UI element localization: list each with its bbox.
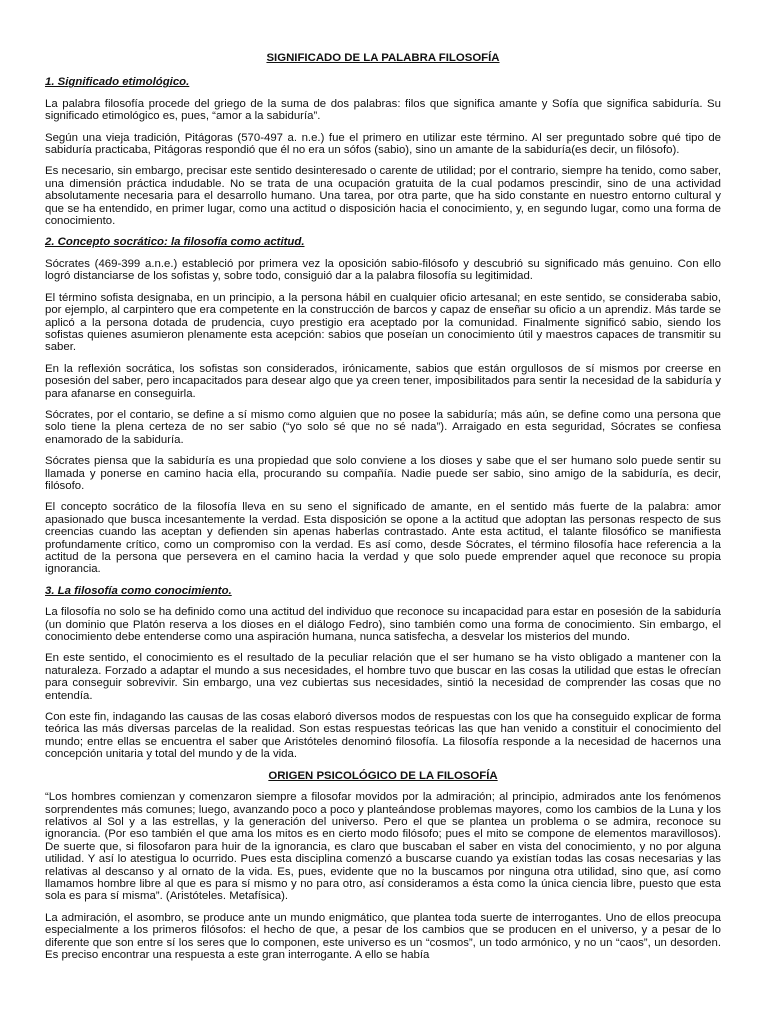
paragraph: El concepto socrático de la filosofía lleva en su seno el significado de amante, en el sentido más fuerte de la palabra: amor apasionado que busca incesantemente la verdad. Esta disposición se opone a la actitud que adoptan las personas respecto de sus creencias cuando las aceptan y defienden sin apenas haberlas contrastado. Ante esta actitud, el talante filosófico se manifiesta profundamente crítico, como un compromiso con la verdad. Es así como, desde Sócrates, el término filosofía hace referencia a la actitud de la persona que persevera en el camino hacia la verdad y que solo puede emprender aquel que reconoce su propia ignorancia. xyxy=(45,501,721,576)
paragraph: Sócrates piensa que la sabiduría es una propiedad que solo conviene a los dioses y sabe que el ser humano solo puede sentir su llamada y ponerse en camino hacia ella, procurando su compañía. Nadie puede ser sabio, sino amigo de la sabiduría, es decir, filósofo. xyxy=(45,455,721,492)
document-page xyxy=(45,52,721,961)
paragraph-cut-off: La admiración, el asombro, se produce ante un mundo enigmático, que plantea toda suerte de interrogantes. Uno de ellos preocupa especialmente a los primeros filósofos: el hecho de que, a pesar de los cambios que se producen en el universo, y a pesar de lo diferente que son entre sí los seres que lo componen, este universo es un “cosmos”, un todo armónico, y no un “caos”, un desorden. Es preciso encontrar una respuesta a este gran interrogante. A ello se había xyxy=(45,911,721,961)
section-heading-2: 2. Concepto socrático: la filosofía como actitud. xyxy=(45,236,305,249)
paragraph: Es necesario, sin embargo, precisar este sentido desinteresado o carente de utilidad; por el contrario, siempre ha tenido, como saber, una dimensión práctica indudable. No se trata de una ocupación gratuita de la cual podamos prescindir, sino de una actividad absolutamente necesaria para el desarrollo humano. Una tarea, por otra parte, que ha sido constante en nuestro entorno cultural y que se ha entendido, en primer lugar, como una actitud o disposición hacia el conocimiento, y, en segundo lugar, como una forma de conocimiento. xyxy=(45,165,721,228)
paragraph: La palabra filosofía procede del griego de la suma de dos palabras: filos que significa amante y Sofía que significa sabiduría. Su significado etimológico es, pues, “amor a la sabiduría”. xyxy=(45,97,721,123)
aristotle-quote: “Los hombres comienzan y comenzaron siempre a filosofar movidos por la admiración; al principio, admirados ante los fenómenos sorprendentes más comunes; luego, avanzando poco a poco y planteándose problemas mayores, como los cambios de la Luna y los relativos al Sol y a las estrellas, y la generación del universo. Pero el que se plantea un problema o se admira, reconoce su ignorancia. (Por eso también el que ama los mitos es en cierto modo filósofo; pues el mito se compone de elementos maravillosos). De suerte que, si filosofaron para huir de la ignorancia, es claro que buscaban el saber en vista del conocimiento, y no por alguna utilidad. Y así lo atestigua lo ocurrido. Pues esta disciplina comenzó a buscarse cuando ya existían todas las cosas necesarias y las relativas al descanso y al ornato de la vida. Es, pues, evidente que no la buscamos por ninguna otra utilidad, sino que, así como llamamos hombre libre al que es para sí mismo y no para otro, así consideramos a ésta como la única ciencia libre, puesto que esta sola es para sí misma”. (Aristóteles. Metafísica). xyxy=(45,791,721,903)
paragraph: En este sentido, el conocimiento es el resultado de la peculiar relación que el ser humano se ha visto obligado a mantener con la naturaleza. Forzado a adaptar el mundo a sus necesidades, el hombre tuvo que buscar en las cosas la utilidad que estas le ofrecían para conseguir sobrevivir. Sin embargo, una vez cubiertas sus necesidades, sintió la necesidad de comprender las cosas que no entendía. xyxy=(45,652,721,702)
paragraph: La filosofía no solo se ha definido como una actitud del individuo que reconoce su incapacidad para estar en posesión de la sabiduría (un dominio que Platón reserva a los dioses en el diálogo Fedro), sino también como una forma de conocimiento. Sin embargo, el conocimiento debe entenderse como una aspiración humana, nunca satisfecha, a desvelar los misterios del mundo. xyxy=(45,606,721,644)
paragraph: Con este fin, indagando las causas de las cosas elaboró diversos modos de respuestas con los que ha conseguido explicar de forma teórica las más diversas parcelas de la realidad. Son estas respuestas teóricas las que han venido a constituir el conocimiento del mundo; entre ellas se encuentra el saber que Aristóteles denominó filosofía. La filosofía responde a la necesidad de hacernos una concepción unitaria y total del mundo y de la vida. xyxy=(45,711,721,761)
section-heading-1: 1. Significado etimológico. xyxy=(45,76,190,89)
section-heading-3: 3. La filosofía como conocimiento. xyxy=(45,584,232,597)
paragraph: El término sofista designaba, en un principio, a la persona hábil en cualquier oficio artesanal; en este sentido, se consideraba sabio, por ejemplo, al carpintero que era competente en la construcción de barcos y capaz de enseñar su oficio a un aprendiz. Más tarde se aplicó a la persona dotada de prudencia, cuyo prestigio era aceptado por la comunidad. Finalmente significó sabio, siendo los sofistas quienes asumieron plenamente esta acepción: sabios que poseían un conocimiento útil y maestros capaces de transmitir su saber. xyxy=(45,291,721,354)
paragraph: Sócrates (469-399 a.n.e.) estableció por primera vez la oposición sabio-filósofo y descubrió su significado más genuino. Con ello logró distanciarse de los sofistas y, sobre todo, consiguió dar a la palabra filosofía su legitimidad. xyxy=(45,257,721,283)
document-title: SIGNIFICADO DE LA PALABRA FILOSOFÍA xyxy=(266,52,500,64)
paragraph: Según una vieja tradición, Pitágoras (570-497 a. n.e.) fue el primero en utilizar este término. Al ser preguntado sobre qué tipo de sabiduría practicaba, Pitágoras respondió que él no era un sófos (sabio), sino un amante de la sabiduría(es decir, un filósofo). xyxy=(45,131,721,157)
paragraph: En la reflexión socrática, los sofistas son considerados, irónicamente, sabios que están orgullosos de sí mismos por creerse en posesión del saber, pero incapacitados para desear algo que ya creen tener, imposibilitados para sentir la necesidad de la sabiduría y para afanarse en conseguirla. xyxy=(45,362,721,400)
origin-title: ORIGEN PSICOLÓGICO DE LA FILOSOFÍA xyxy=(268,769,498,782)
paragraph: Sócrates, por el contario, se define a sí mismo como alguien que no posee la sabiduría; más aún, se define como una persona que solo tiene la plena certeza de no ser sabio (“yo solo sé que no sé nada”). Arraigado en esta seguridad, Sócrates se confiesa enamorado de la sabiduría. xyxy=(45,408,721,446)
